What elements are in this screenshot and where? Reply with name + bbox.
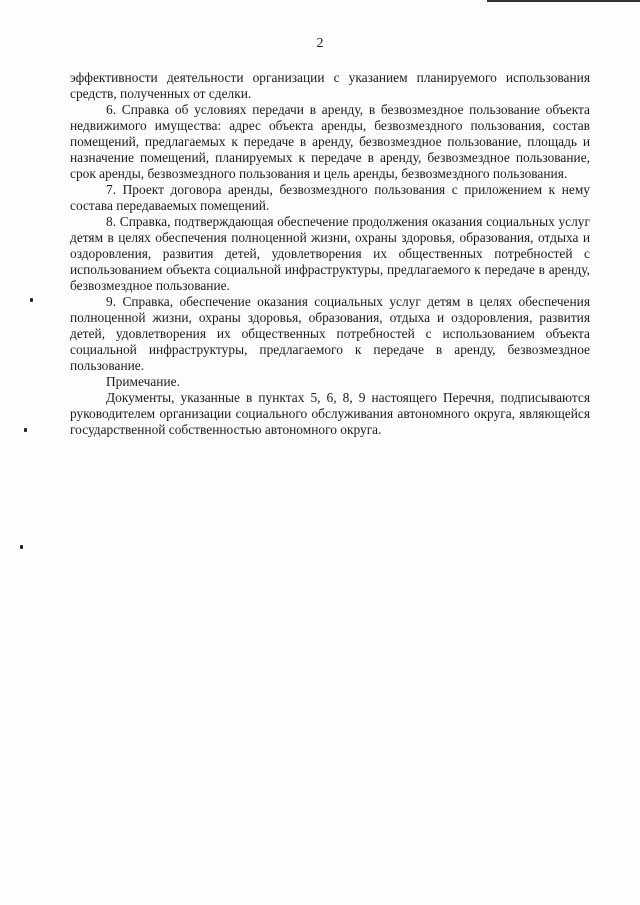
note-heading: Примечание. xyxy=(106,374,180,389)
paragraph-item-6: 6. Справка об условиях передачи в аренду, в безвозмездное пользование объекта недвижимого имущества: адрес объекта аренды, безвозмездного пользования, состав помещений, предлагаемых к передаче в аренду, безвозмездное пользование, площадь и назначение помещений, планируемых к передаче в аренду, безвозмездное пользование, срок аренды, безвозмездного пользования и цель аренды, безвозмездного пользования. xyxy=(70,102,590,181)
paragraph-continuation: эффективности деятельности организации с указанием планируемого использования средств, полученных от сделки. xyxy=(70,70,590,101)
scan-speck xyxy=(30,298,33,302)
note-text: Документы, указанные в пунктах 5, 6, 8, 9 настоящего Перечня, подписываются руководителем организации социального обслуживания автономного округа, являющейся государственной собственностью автономного округа. xyxy=(70,390,590,437)
paragraph-item-8: 8. Справка, подтверждающая обеспечение продолжения оказания социальных услуг детям в целях обеспечения полноценной жизни, охраны здоровья, образования, отдыха и оздоровления, развития детей, удовлетворения их общественных потребностей с использованием объекта социальной инфраструктуры, предлагаемого к передаче в аренду, безвозмездное пользование. xyxy=(70,214,590,293)
scan-speck xyxy=(24,428,27,432)
document-body xyxy=(70,70,590,438)
paragraph-item-7: 7. Проект договора аренды, безвозмездного пользования с приложением к нему состава передаваемых помещений. xyxy=(70,182,590,213)
page-number: 2 xyxy=(316,36,324,51)
scan-speck xyxy=(20,545,23,549)
top-edge-line xyxy=(487,0,640,2)
paragraph-item-9: 9. Справка, обеспечение оказания социальных услуг детям в целях обеспечения полноценной жизни, охраны здоровья, образования, отдыха и оздоровления, развития детей, удовлетворения их общественных потребностей с использованием объекта социальной инфраструктуры, предлагаемого к передаче в аренду, безвозмездное пользование. xyxy=(70,294,590,373)
